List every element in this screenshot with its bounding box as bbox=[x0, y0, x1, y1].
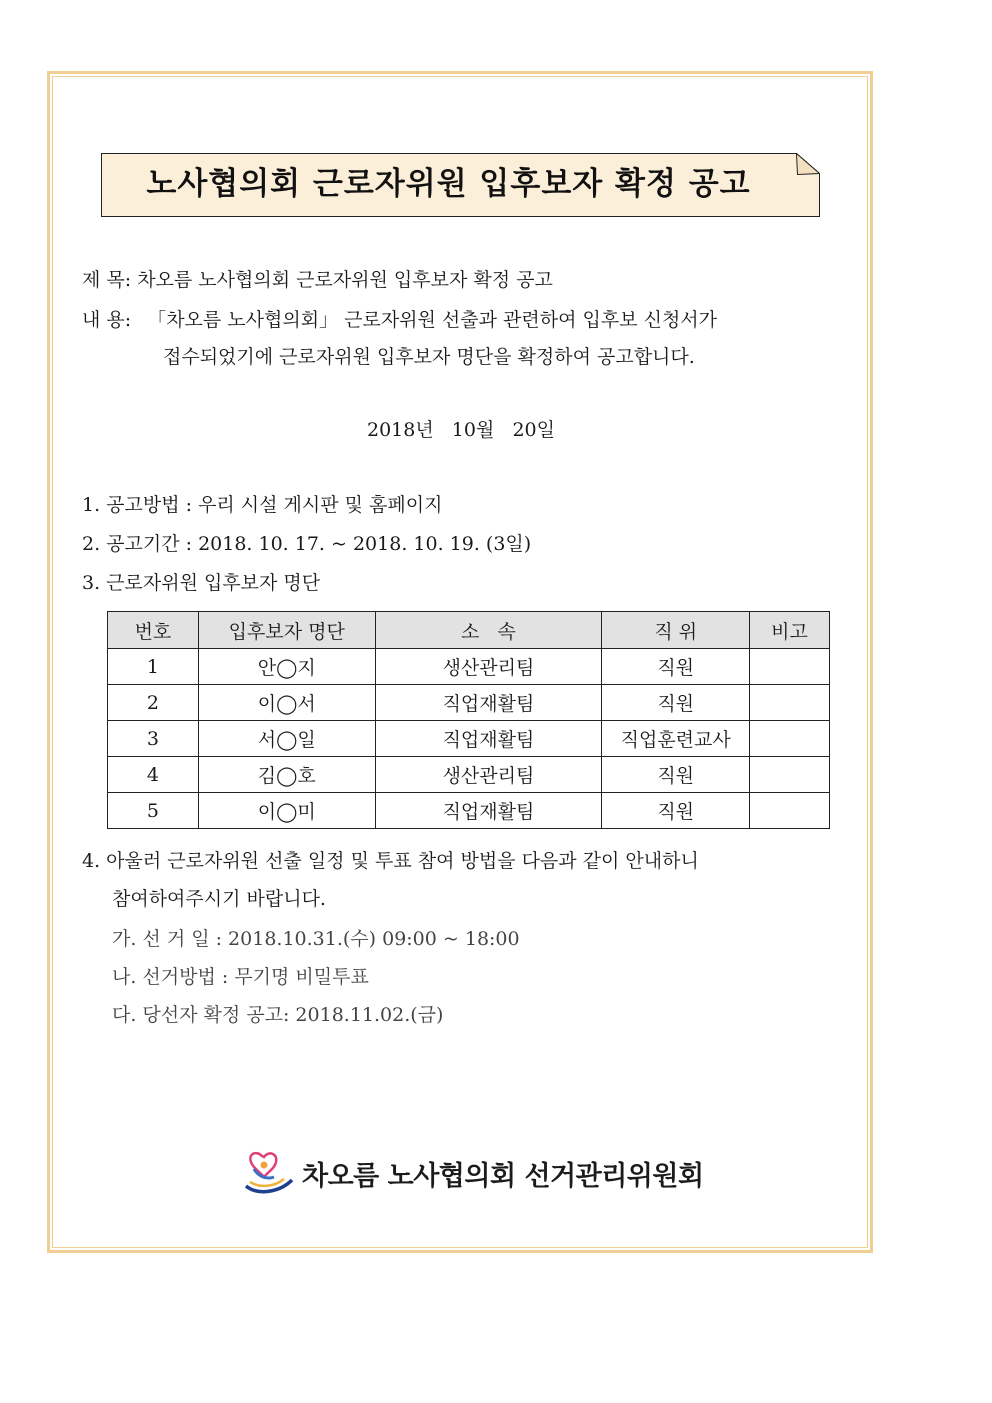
cell-remarks bbox=[750, 757, 830, 793]
cell-name: 서◯일 bbox=[198, 721, 375, 757]
col-header-department: 소 속 bbox=[375, 612, 602, 649]
schedule-election-day: 가. 선 거 일 : 2018.10.31.(수) 09:00 ~ 18:00 bbox=[112, 928, 520, 950]
page-title: 노사협의회 근로자위원 입후보자 확정 공고 bbox=[146, 166, 751, 202]
cell-number: 3 bbox=[108, 721, 199, 757]
item-list-heading: 3. 근로자위원 입후보자 명단 bbox=[82, 572, 321, 594]
cell-position: 직업훈련교사 bbox=[602, 721, 750, 757]
chaoreum-logo-icon bbox=[244, 1150, 294, 1196]
table-row bbox=[108, 757, 830, 793]
cell-department: 생산관리팀 bbox=[375, 757, 602, 793]
col-header-position: 직 위 bbox=[602, 612, 750, 649]
subject-label: 제 목: bbox=[82, 269, 132, 291]
cell-department: 생산관리팀 bbox=[375, 649, 602, 685]
content-label: 내 용: bbox=[82, 309, 132, 331]
table-row bbox=[108, 685, 830, 721]
candidate-table bbox=[107, 611, 830, 829]
cell-number: 1 bbox=[108, 649, 199, 685]
footer-signature bbox=[244, 1150, 704, 1196]
cell-remarks bbox=[750, 649, 830, 685]
cell-name: 안◯지 bbox=[198, 649, 375, 685]
cell-number: 5 bbox=[108, 793, 199, 829]
cell-remarks bbox=[750, 721, 830, 757]
item-method: 1. 공고방법 : 우리 시설 게시판 및 홈페이지 bbox=[82, 494, 443, 516]
cell-department: 직업재활팀 bbox=[375, 793, 602, 829]
schedule-voting-method: 나. 선거방법 : 무기명 비밀투표 bbox=[112, 966, 369, 988]
cell-remarks bbox=[750, 793, 830, 829]
table-row bbox=[108, 721, 830, 757]
cell-number: 2 bbox=[108, 685, 199, 721]
notice-date: 2018년 10월 20일 bbox=[366, 419, 555, 441]
cell-name: 이◯미 bbox=[198, 793, 375, 829]
title-box bbox=[101, 153, 820, 217]
table-header-row bbox=[108, 612, 830, 649]
footer-org-name: 차오름 노사협의회 선거관리위원회 bbox=[302, 1160, 704, 1192]
table-row bbox=[108, 649, 830, 685]
cell-remarks bbox=[750, 685, 830, 721]
item-period: 2. 공고기간 : 2018. 10. 17. ~ 2018. 10. 19. (3일) bbox=[82, 533, 532, 555]
cell-position: 직원 bbox=[602, 649, 750, 685]
col-header-remarks: 비고 bbox=[750, 612, 830, 649]
cell-name: 이◯서 bbox=[198, 685, 375, 721]
subject-text: 차오름 노사협의회 근로자위원 입후보자 확정 공고 bbox=[137, 269, 553, 291]
table-row bbox=[108, 793, 830, 829]
cell-name: 김◯호 bbox=[198, 757, 375, 793]
notice-line-2: 참여하여주시기 바랍니다. bbox=[112, 888, 326, 910]
col-header-name: 입후보자 명단 bbox=[198, 612, 375, 649]
cell-position: 직원 bbox=[602, 757, 750, 793]
notice-line-1: 4. 아울러 근로자위원 선출 일정 및 투표 참여 방법을 다음과 같이 안내하니 bbox=[82, 850, 699, 872]
col-header-number: 번호 bbox=[108, 612, 199, 649]
cell-department: 직업재활팀 bbox=[375, 721, 602, 757]
content-text-2: 접수되었기에 근로자위원 입후보자 명단을 확정하여 공고합니다. bbox=[163, 346, 695, 368]
content-text-1: 「차오름 노사협의회」 근로자위원 선출과 관련하여 입후보 신청서가 bbox=[147, 309, 717, 331]
cell-department: 직업재활팀 bbox=[375, 685, 602, 721]
content-line-1 bbox=[82, 307, 717, 333]
subject-line bbox=[82, 267, 553, 293]
cell-number: 4 bbox=[108, 757, 199, 793]
schedule-result-notice: 다. 당선자 확정 공고: 2018.11.02.(금) bbox=[112, 1004, 444, 1026]
cell-position: 직원 bbox=[602, 793, 750, 829]
cell-position: 직원 bbox=[602, 685, 750, 721]
